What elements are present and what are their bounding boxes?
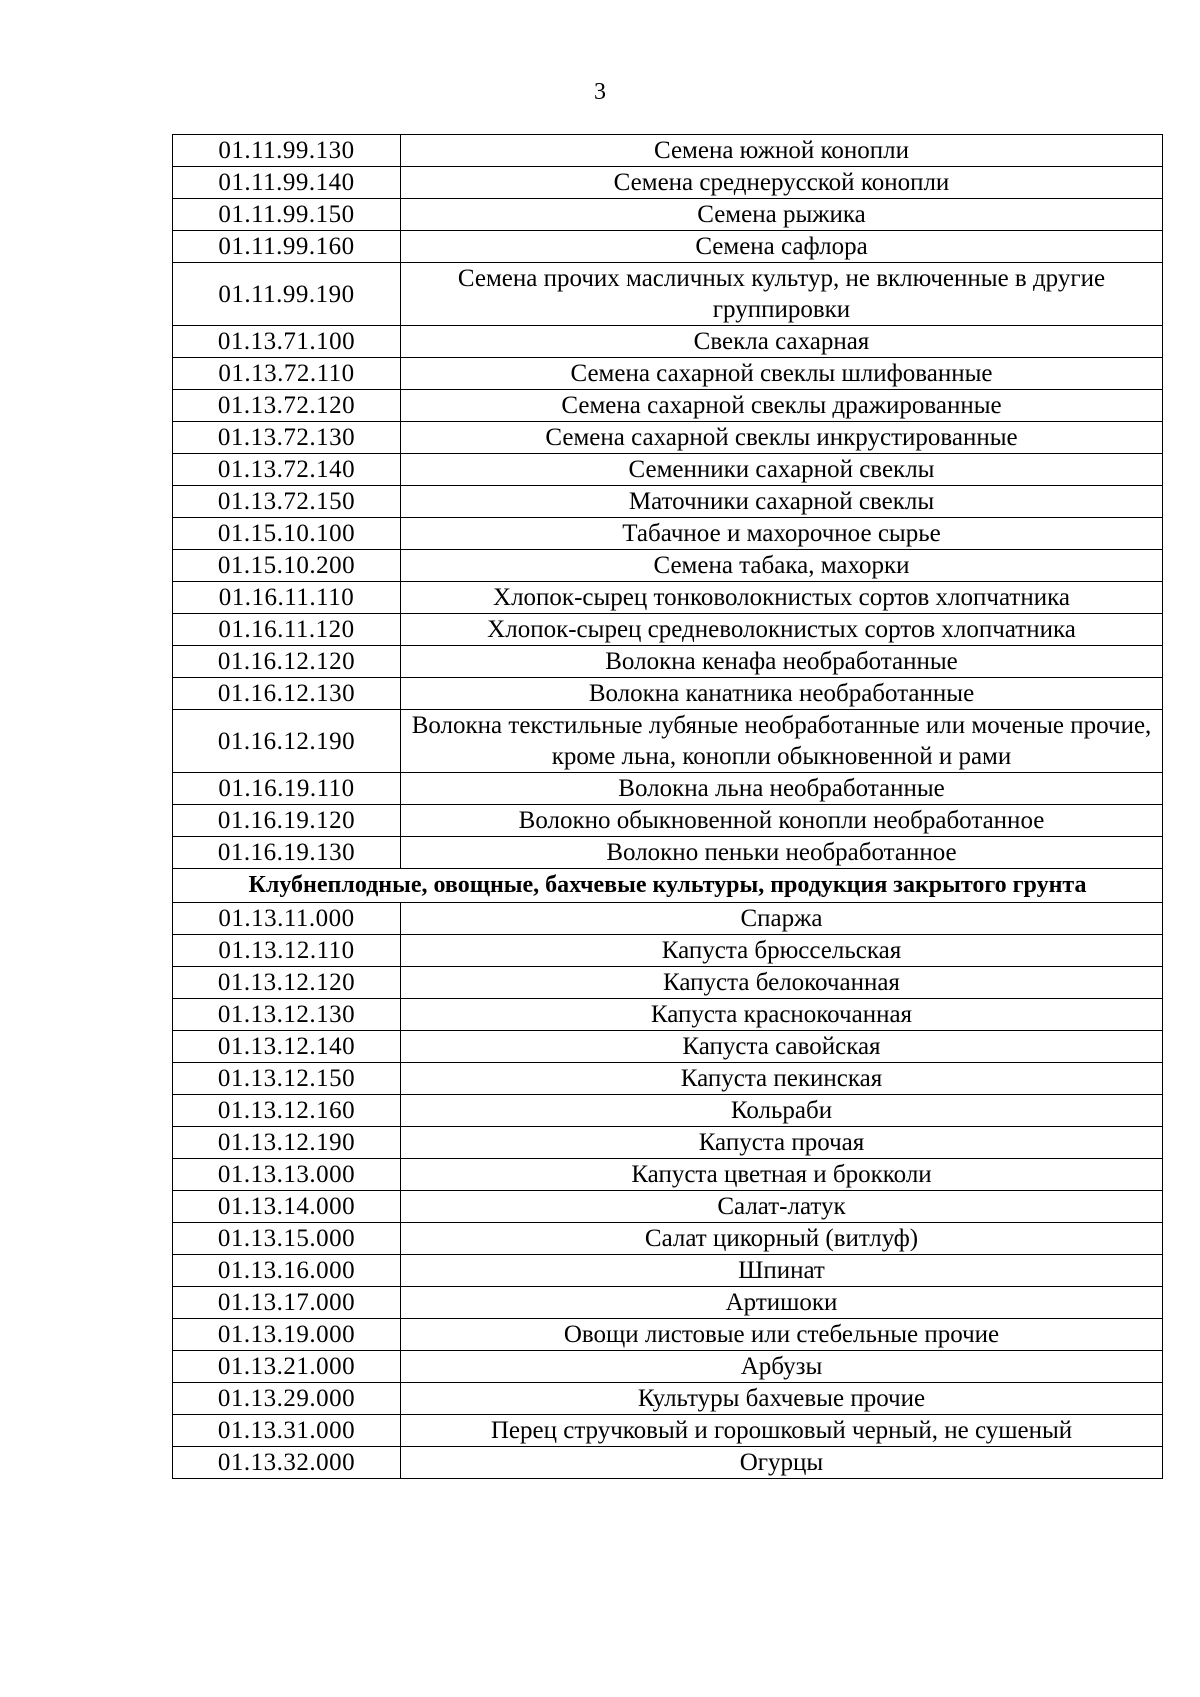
name-cell: Семена среднерусской конопли (401, 167, 1163, 199)
table-row (173, 135, 1163, 167)
table-row (173, 967, 1163, 999)
code-cell: 01.16.12.120 (173, 646, 401, 678)
code-cell: 01.13.14.000 (173, 1191, 401, 1223)
name-cell: Салат цикорный (витлуф) (401, 1223, 1163, 1255)
name-cell: Семена южной конопли (401, 135, 1163, 167)
code-cell: 01.13.72.140 (173, 454, 401, 486)
code-cell: 01.13.19.000 (173, 1319, 401, 1351)
table-row (173, 326, 1163, 358)
code-cell: 01.13.72.130 (173, 422, 401, 454)
code-cell: 01.13.21.000 (173, 1351, 401, 1383)
table-row (173, 1063, 1163, 1095)
code-cell: 01.13.17.000 (173, 1287, 401, 1319)
code-cell: 01.13.72.110 (173, 358, 401, 390)
code-cell: 01.13.12.140 (173, 1031, 401, 1063)
name-cell: Хлопок-сырец средневолокнистых сортов хлопчатника (401, 614, 1163, 646)
name-cell: Капуста прочая (401, 1127, 1163, 1159)
name-cell: Капуста пекинская (401, 1063, 1163, 1095)
name-cell: Табачное и махорочное сырье (401, 518, 1163, 550)
table-row (173, 1415, 1163, 1447)
code-cell: 01.13.72.120 (173, 390, 401, 422)
code-cell: 01.16.11.120 (173, 614, 401, 646)
name-cell: Волокна кенафа необработанные (401, 646, 1163, 678)
name-cell: Семенники сахарной свеклы (401, 454, 1163, 486)
section-heading: Клубнеплодные, овощные, бахчевые культуры, продукция закрытого грунта (173, 869, 1163, 903)
code-cell: 01.11.99.150 (173, 199, 401, 231)
code-cell: 01.13.29.000 (173, 1383, 401, 1415)
table-row (173, 1447, 1163, 1479)
table-row (173, 167, 1163, 199)
name-cell: Капуста цветная и брокколи (401, 1159, 1163, 1191)
table-row (173, 1287, 1163, 1319)
name-cell: Волокна льна необработанные (401, 773, 1163, 805)
name-cell: Перец стручковый и горошковый черный, не сушеный (401, 1415, 1163, 1447)
name-cell: Семена сахарной свеклы инкрустированные (401, 422, 1163, 454)
table-row (173, 1127, 1163, 1159)
code-cell: 01.13.32.000 (173, 1447, 401, 1479)
name-cell: Волокно обыкновенной конопли необработанное (401, 805, 1163, 837)
name-cell: Спаржа (401, 903, 1163, 935)
name-cell: Семена сахарной свеклы дражированные (401, 390, 1163, 422)
code-cell: 01.11.99.140 (173, 167, 401, 199)
name-cell: Арбузы (401, 1351, 1163, 1383)
table-row (173, 486, 1163, 518)
code-cell: 01.16.11.110 (173, 582, 401, 614)
name-cell: Волокна текстильные лубяные необработанные или моченые прочие, кроме льна, конопли обыкновенной и рами (401, 710, 1163, 773)
table-row (173, 837, 1163, 869)
code-cell: 01.11.99.190 (173, 263, 401, 326)
code-cell: 01.13.12.150 (173, 1063, 401, 1095)
name-cell: Капуста белокочанная (401, 967, 1163, 999)
table-row (173, 614, 1163, 646)
name-cell: Волокно пеньки необработанное (401, 837, 1163, 869)
table-row (173, 358, 1163, 390)
name-cell: Артишоки (401, 1287, 1163, 1319)
code-cell: 01.11.99.160 (173, 231, 401, 263)
code-cell: 01.16.19.120 (173, 805, 401, 837)
code-cell: 01.11.99.130 (173, 135, 401, 167)
table-row (173, 935, 1163, 967)
name-cell: Свекла сахарная (401, 326, 1163, 358)
section-heading-row (173, 869, 1163, 903)
name-cell: Капуста савойская (401, 1031, 1163, 1063)
table-row (173, 1191, 1163, 1223)
table-body-top (173, 135, 1163, 869)
code-cell: 01.13.71.100 (173, 326, 401, 358)
table-row (173, 678, 1163, 710)
name-cell: Хлопок-сырец тонковолокнистых сортов хлопчатника (401, 582, 1163, 614)
code-cell: 01.13.15.000 (173, 1223, 401, 1255)
name-cell: Кольраби (401, 1095, 1163, 1127)
code-cell: 01.13.11.000 (173, 903, 401, 935)
name-cell: Огурцы (401, 1447, 1163, 1479)
table-row (173, 231, 1163, 263)
name-cell: Капуста брюссельская (401, 935, 1163, 967)
code-cell: 01.13.13.000 (173, 1159, 401, 1191)
name-cell: Салат-латук (401, 1191, 1163, 1223)
table-row (173, 1351, 1163, 1383)
name-cell: Семена рыжика (401, 199, 1163, 231)
table-row (173, 263, 1163, 326)
table-row (173, 646, 1163, 678)
code-cell: 01.13.12.120 (173, 967, 401, 999)
name-cell: Волокна канатника необработанные (401, 678, 1163, 710)
table-row (173, 1319, 1163, 1351)
name-cell: Семена сахарной свеклы шлифованные (401, 358, 1163, 390)
code-cell: 01.13.12.110 (173, 935, 401, 967)
name-cell: Семена прочих масличных культур, не включенные в другие группировки (401, 263, 1163, 326)
table-row (173, 1255, 1163, 1287)
table-row (173, 518, 1163, 550)
table-body-bottom (173, 903, 1163, 1479)
table-row (173, 1223, 1163, 1255)
table-row (173, 422, 1163, 454)
code-cell: 01.15.10.100 (173, 518, 401, 550)
code-cell: 01.16.19.110 (173, 773, 401, 805)
code-cell: 01.13.72.150 (173, 486, 401, 518)
name-cell: Культуры бахчевые прочие (401, 1383, 1163, 1415)
table-row (173, 1095, 1163, 1127)
name-cell: Семена сафлора (401, 231, 1163, 263)
page-number: 3 (594, 79, 606, 105)
table-row (173, 1383, 1163, 1415)
name-cell: Шпинат (401, 1255, 1163, 1287)
table-row (173, 550, 1163, 582)
code-cell: 01.15.10.200 (173, 550, 401, 582)
table-row (173, 390, 1163, 422)
name-cell: Капуста краснокочанная (401, 999, 1163, 1031)
name-cell: Маточники сахарной свеклы (401, 486, 1163, 518)
table-section (173, 869, 1163, 903)
code-cell: 01.16.12.190 (173, 710, 401, 773)
table-row (173, 1031, 1163, 1063)
code-cell: 01.13.12.130 (173, 999, 401, 1031)
code-cell: 01.16.19.130 (173, 837, 401, 869)
table-row (173, 199, 1163, 231)
table-row (173, 805, 1163, 837)
name-cell: Семена табака, махорки (401, 550, 1163, 582)
code-cell: 01.16.12.130 (173, 678, 401, 710)
code-cell: 01.13.12.160 (173, 1095, 401, 1127)
name-cell: Овощи листовые или стебельные прочие (401, 1319, 1163, 1351)
table-row (173, 710, 1163, 773)
table-row (173, 582, 1163, 614)
code-cell: 01.13.12.190 (173, 1127, 401, 1159)
code-cell: 01.13.31.000 (173, 1415, 401, 1447)
table-row (173, 1159, 1163, 1191)
table-row (173, 454, 1163, 486)
table-row (173, 903, 1163, 935)
table-row (173, 999, 1163, 1031)
code-cell: 01.13.16.000 (173, 1255, 401, 1287)
classification-table (172, 134, 1163, 1479)
table-row (173, 773, 1163, 805)
